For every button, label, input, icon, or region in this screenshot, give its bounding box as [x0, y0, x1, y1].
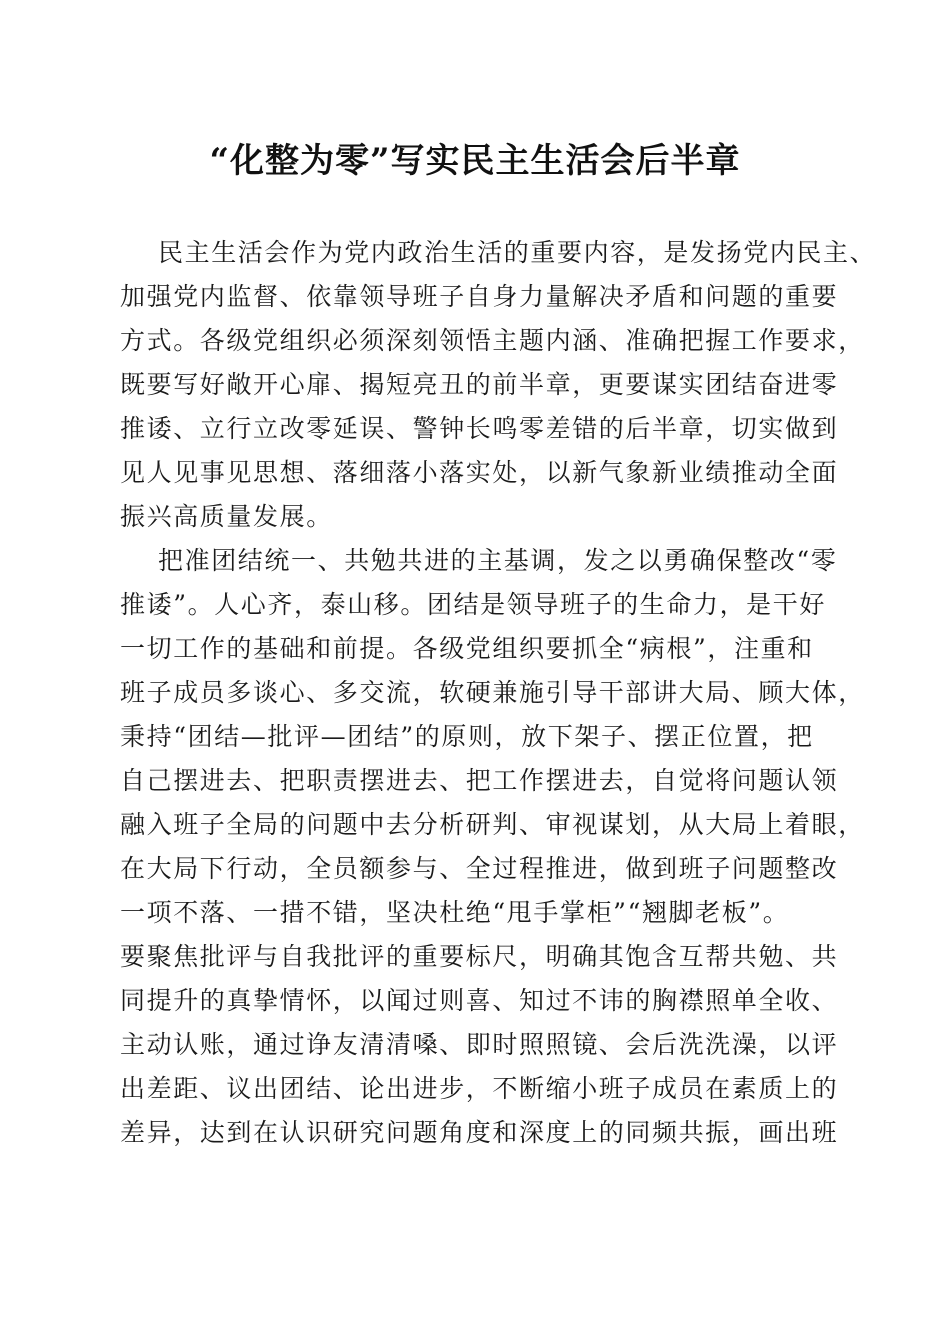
paragraph-2-line-12: 主动认账，通过诤友清清嗓、即时照照镜、会后洗洗澡，以评	[120, 1030, 839, 1059]
paragraph-1-line-4: 既要写好敞开心扉、揭短亮丑的前半章，更要谋实团结奋进零	[120, 370, 839, 399]
paragraph-2-line-11: 同提升的真挚情怀，以闻过则喜、知过不讳的胸襟照单全收、	[120, 986, 839, 1015]
paragraph-2-line-6: 自己摆进去、把职责摆进去、把工作摆进去，自觉将问题认领	[120, 766, 839, 795]
paragraph-2-line-3: 一切工作的基础和前提。各级党组织要抓全“病根”，注重和	[120, 634, 814, 663]
paragraph-1-line-7: 振兴高质量发展。	[120, 502, 333, 531]
paragraph-1-line-2: 加强党内监督、依靠领导班子自身力量解决矛盾和问题的重要	[120, 282, 839, 311]
document-title: “化整为零”写实民主生活会后半章	[209, 141, 741, 181]
paragraph-1-line-3: 方式。各级党组织必须深刻领悟主题内涵、准确把握工作要求，	[120, 326, 865, 355]
paragraph-1-line-6: 见人见事见思想、落细落小落实处，以新气象新业绩推动全面	[120, 458, 839, 487]
paragraph-2-line-1: 把准团结统一、共勉共进的主基调，发之以勇确保整改“零	[158, 546, 838, 575]
paragraph-2-line-2: 推诿”。人心齐，泰山移。团结是领导班子的生命力，是干好	[120, 590, 826, 619]
paragraph-2-line-5: 秉持“团结—批评—团结”的原则，放下架子、摆正位置，把	[120, 722, 814, 751]
paragraph-2-line-4: 班子成员多谈心、多交流，软硬兼施引导干部讲大局、顾大体，	[120, 678, 865, 707]
paragraph-2-line-9: 一项不落、一措不错，坚决杜绝“甩手掌柜”“翘脚老板”。	[120, 898, 790, 927]
paragraph-2-line-13: 出差距、议出团结、论出进步，不断缩小班子成员在素质上的	[120, 1074, 839, 1103]
paragraph-2-line-10: 要聚焦批评与自我批评的重要标尺，明确其饱含互帮共勉、共	[120, 942, 839, 971]
document-body	[120, 231, 877, 1155]
paragraph-2-line-7: 融入班子全局的问题中去分析研判、审视谋划，从大局上着眼，	[120, 810, 865, 839]
paragraph-1-line-5: 推诿、立行立改零延误、警钟长鸣零差错的后半章，切实做到	[120, 414, 839, 443]
paragraph-1-line-1: 民主生活会作为党内政治生活的重要内容，是发扬党内民主、	[158, 238, 877, 267]
paragraph-2-line-14: 差异，达到在认识研究问题角度和深度上的同频共振，画出班	[120, 1118, 839, 1147]
paragraph-2-line-8: 在大局下行动，全员额参与、全过程推进，做到班子问题整改	[120, 854, 839, 883]
